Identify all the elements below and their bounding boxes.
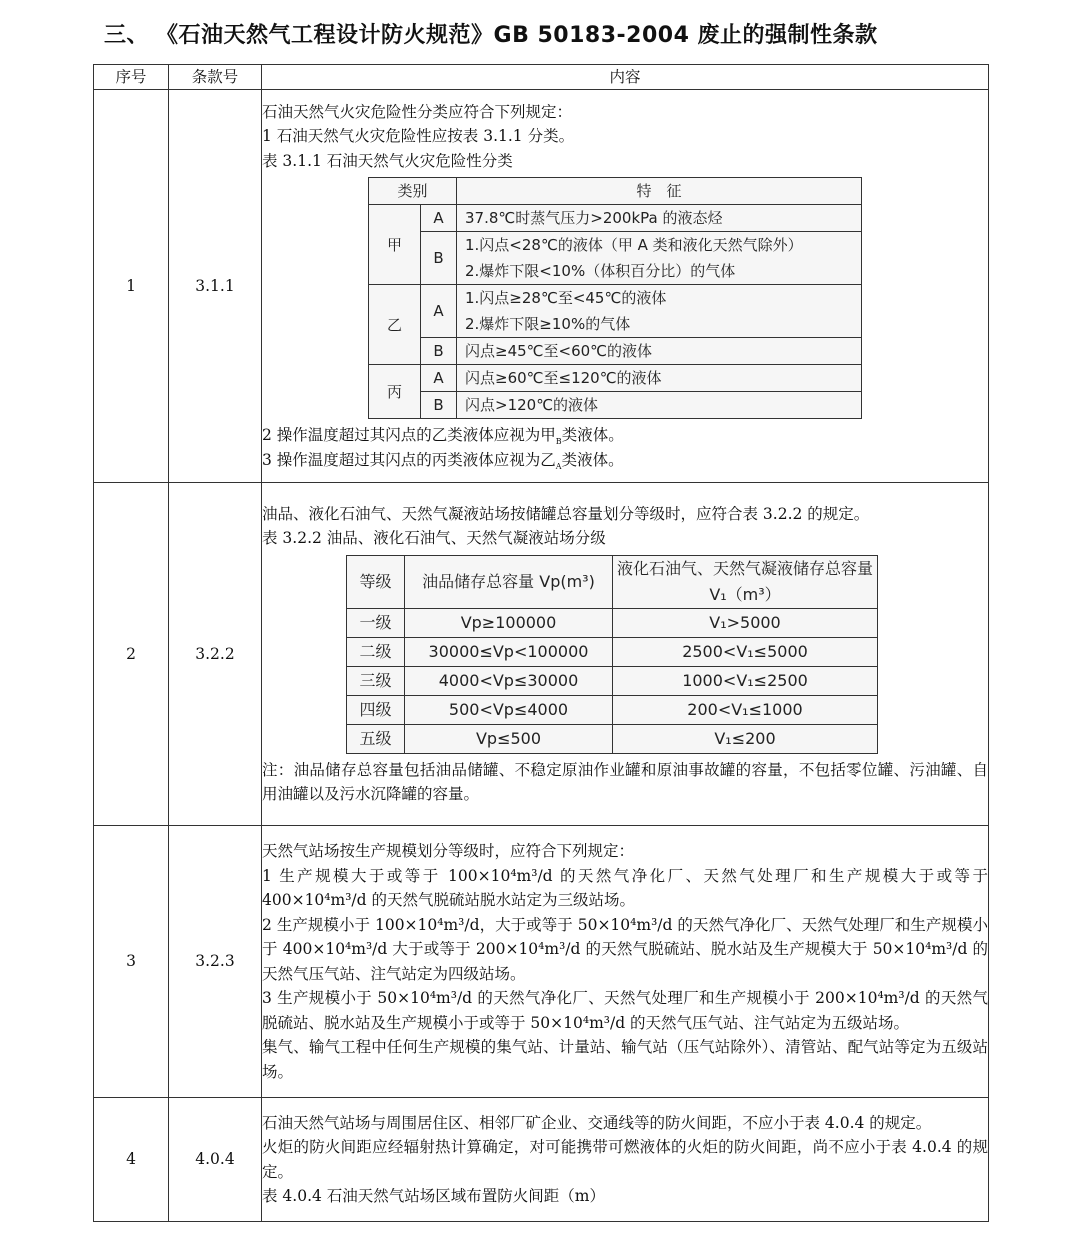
feature-cell — [457, 232, 862, 285]
lpg-capacity-cell: 200<V₁≤1000 — [613, 695, 878, 724]
content-text: 3 操作温度超过其闪点的丙类液体应视为乙 — [262, 450, 556, 469]
lpg-capacity-cell: 1000<V₁≤2500 — [613, 666, 878, 695]
section-number: 三、 — [104, 23, 150, 48]
inner-header-category: 类别 — [369, 178, 457, 205]
inner-row — [369, 285, 862, 338]
content-line: 2 生产规模小于 100×10⁴m³/d，大于或等于 50×10⁴m³/d 的天然气净化厂、天然气处理厂和生产规模小于 400×10⁴m³/d 大于或等于 200×10⁴m³/d 的天然气脱硫站、脱水站及生产规模大于 50×10⁴m³/d 的天然气压气站、注气站定为四级站场。 — [262, 915, 988, 983]
feature-cell — [457, 285, 862, 338]
feature-line: 2.爆炸下限<10%（体积百分比）的气体 — [465, 262, 736, 281]
table-row — [94, 483, 989, 826]
inner-row — [347, 695, 878, 724]
inner-row — [347, 666, 878, 695]
subscript: A — [555, 461, 562, 471]
subscript: B — [555, 437, 562, 447]
table-header-row — [94, 65, 989, 90]
feature-cell — [457, 205, 862, 232]
fire-hazard-classification-figure — [262, 177, 988, 419]
lpg-capacity-cell: V₁>5000 — [613, 608, 878, 637]
subcategory-cell: A — [421, 285, 457, 338]
clause-number: 3.1.1 — [169, 90, 262, 483]
subcategory-cell: B — [421, 338, 457, 365]
table-caption: 表 3.2.2 油品、液化石油气、天然气凝液站场分级 — [262, 529, 606, 547]
inner-row — [369, 205, 862, 232]
content-line: 1 生产规模大于或等于 100×10⁴m³/d 的天然气净化厂、天然气处理厂和生产规模大于或等于 400×10⁴m³/d 的天然气脱硫站脱水站定为三级站场。 — [262, 866, 988, 909]
content-text: 类液体。 — [561, 426, 624, 445]
station-grading-figure — [262, 555, 988, 754]
grade-cell: 一级 — [347, 608, 405, 637]
grade-cell: 五级 — [347, 724, 405, 753]
clause-content — [262, 826, 989, 1098]
clause-number: 3.2.3 — [169, 826, 262, 1098]
header-no: 序号 — [94, 65, 169, 90]
row-no: 4 — [94, 1098, 169, 1222]
clause-number: 3.2.2 — [169, 483, 262, 826]
content-line: 火炬的防火间距应经辐射热计算确定，对可能携带可燃液体的火炬的防火间距，尚不应小于表 4.0.4 的规定。 — [262, 1138, 988, 1181]
inner-header-cell: 液化石油气、天然气凝液储存总容量 V₁（m³） — [613, 555, 878, 608]
category-cell: 丙 — [369, 365, 421, 419]
row-no: 3 — [94, 826, 169, 1098]
grade-cell: 四级 — [347, 695, 405, 724]
table-row — [94, 1098, 989, 1222]
clause-content — [262, 483, 989, 826]
content-line: 3 生产规模小于 50×10⁴m³/d 的天然气净化厂、天然气处理厂和生产规模小于 200×10⁴m³/d 的天然气脱硫站、脱水站及生产规模小于或等于 50×10⁴m³/d 的天然气压气站、注气站定为五级站场。 — [262, 989, 988, 1032]
content-text: 2 操作温度超过其闪点的乙类液体应视为甲 — [262, 426, 556, 445]
feature-line: 闪点>120℃的液体 — [465, 396, 599, 415]
content-line — [262, 423, 988, 448]
content-line: 石油天然气火灾危险性分类应符合下列规定： — [262, 102, 573, 121]
content-line: 天然气站场按生产规模划分等级时，应符合下列规定： — [262, 842, 635, 860]
lpg-capacity-cell: 2500<V₁≤5000 — [613, 637, 878, 666]
content-line: 石油天然气站场与周围居住区、相邻厂矿企业、交通线等的防火间距，不应小于表 4.0.4 的规定。 — [262, 1113, 932, 1132]
abolished-clauses-table — [93, 64, 989, 1222]
fire-hazard-classification-table — [368, 177, 862, 419]
feature-cell — [457, 392, 862, 419]
inner-header-row — [369, 178, 862, 205]
table-note: 注：油品储存总容量包括油品储罐、不稳定原油作业罐和原油事故罐的容量，不包括零位罐、污油罐、自用油罐以及污水沉降罐的容量。 — [262, 760, 988, 803]
inner-row — [347, 637, 878, 666]
section-title: 《石油天然气工程设计防火规范》GB 50183-2004 废止的强制性条款 — [167, 23, 878, 48]
feature-line: 2.爆炸下限≥10%的气体 — [465, 315, 631, 334]
header-clause: 条款号 — [169, 65, 262, 90]
grade-cell: 二级 — [347, 637, 405, 666]
clause-number: 4.0.4 — [169, 1098, 262, 1222]
grade-cell: 三级 — [347, 666, 405, 695]
feature-line: 37.8℃时蒸气压力>200kPa 的液态烃 — [465, 209, 723, 228]
lpg-capacity-cell: V₁≤200 — [613, 724, 878, 753]
clause-content — [262, 1098, 989, 1222]
inner-row — [369, 392, 862, 419]
inner-row — [369, 365, 862, 392]
feature-cell — [457, 338, 862, 365]
inner-row — [369, 232, 862, 285]
feature-cell — [457, 365, 862, 392]
inner-header-cell: 油品储存总容量 Vp(m³) — [405, 555, 613, 608]
content-line — [262, 448, 988, 473]
subcategory-cell: A — [421, 365, 457, 392]
feature-line: 1.闪点<28℃的液体（甲 A 类和液化天然气除外） — [465, 236, 803, 255]
content-line: 集气、输气工程中任何生产规模的集气站、计量站、输气站（压气站除外）、清管站、配气站等定为五级站场。 — [262, 1038, 988, 1081]
content-line: 1 石油天然气火灾危险性应按表 3.1.1 分类。 — [262, 127, 575, 146]
feature-line: 闪点≥45℃至<60℃的液体 — [465, 342, 653, 361]
oil-capacity-cell: Vp≤500 — [405, 724, 613, 753]
inner-row — [347, 608, 878, 637]
feature-line: 1.闪点≥28℃至<45℃的液体 — [465, 289, 667, 308]
oil-capacity-cell: 4000<Vp≤30000 — [405, 666, 613, 695]
inner-row — [369, 338, 862, 365]
header-content: 内容 — [262, 65, 989, 90]
subcategory-cell: B — [421, 392, 457, 419]
oil-capacity-cell: 500<Vp≤4000 — [405, 695, 613, 724]
row-no: 1 — [94, 90, 169, 483]
subcategory-cell: A — [421, 205, 457, 232]
table-row — [94, 90, 989, 483]
inner-header-cell: 等级 — [347, 555, 405, 608]
station-grading-table — [346, 555, 878, 754]
feature-line: 闪点≥60℃至≤120℃的液体 — [465, 369, 662, 388]
oil-capacity-cell: 30000≤Vp<100000 — [405, 637, 613, 666]
content-line: 油品、液化石油气、天然气凝液站场按储罐总容量划分等级时，应符合表 3.2.2 的规定。 — [262, 504, 870, 523]
oil-capacity-cell: Vp≥100000 — [405, 608, 613, 637]
row-no: 2 — [94, 483, 169, 826]
content-text: 类液体。 — [561, 450, 624, 469]
section-heading — [104, 18, 878, 49]
category-cell: 甲 — [369, 205, 421, 285]
table-row — [94, 826, 989, 1098]
table-caption: 表 3.1.1 石油天然气火灾危险性分类 — [262, 151, 513, 170]
category-cell: 乙 — [369, 285, 421, 365]
clause-content — [262, 90, 989, 483]
inner-row — [347, 724, 878, 753]
subcategory-cell: B — [421, 232, 457, 285]
inner-header-row — [347, 555, 878, 608]
table-caption: 表 4.0.4 石油天然气站场区域布置防火间距（m） — [262, 1187, 605, 1205]
inner-header-feature: 特 征 — [457, 178, 862, 205]
